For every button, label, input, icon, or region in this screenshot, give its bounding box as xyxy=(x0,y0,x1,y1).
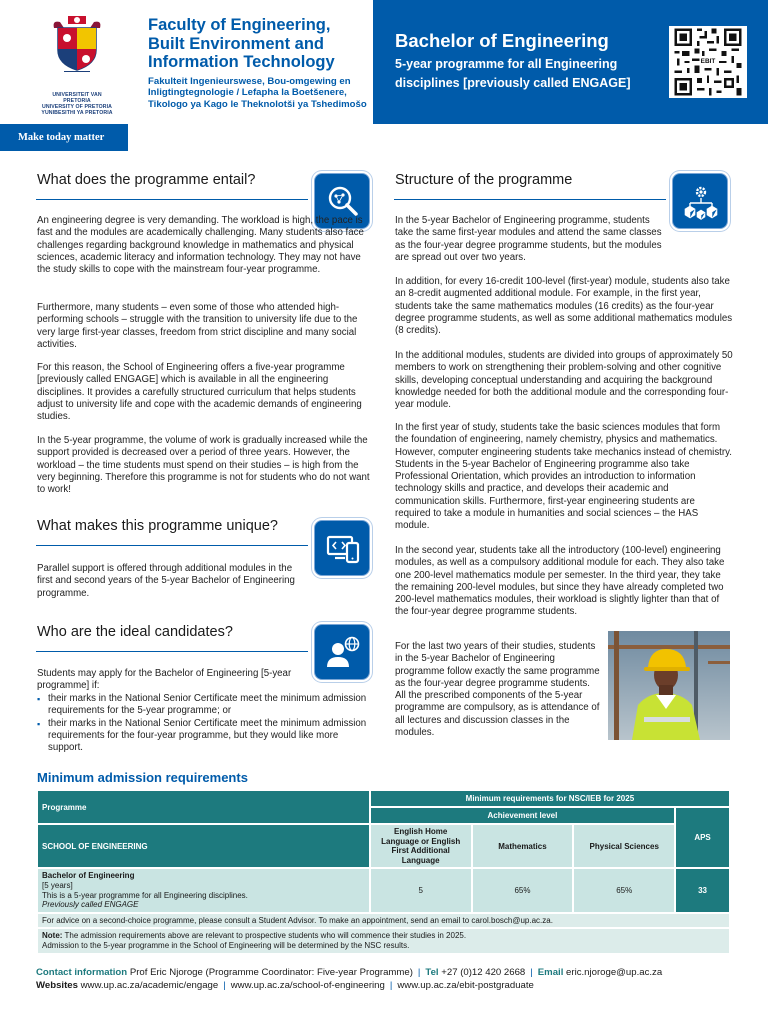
websites-line xyxy=(36,979,736,992)
devices-icon xyxy=(314,520,370,576)
website-link[interactable]: www.up.ac.za/school-of-engineering xyxy=(230,980,385,991)
faculty-subtitle: Fakulteit Ingenieurswese, Bou-omgewing en Inligtingtegnologie / Lefapha la Boetšenere, Tikologo ya Kago le Theknolotši ya Tshedimošo xyxy=(148,75,367,110)
section-title-unique: What makes this programme unique? xyxy=(37,518,278,534)
programme-name: Bachelor of Engineering xyxy=(42,871,135,881)
candidates-intro: Students may apply for the Bachelor of Engineering [5-year programme] if: xyxy=(37,668,292,692)
aps-header: APS xyxy=(675,807,730,868)
structure-paragraph-1: In the 5-year Bachelor of Engineering programme, students take the same first-year modules and attend the same classes as the four-year degree programme students, but the modules are spread out over two years. xyxy=(395,215,662,263)
tagline: Make today matter xyxy=(0,124,128,151)
websites-label: Websites xyxy=(36,980,78,991)
section-rule xyxy=(394,199,666,200)
contact-label: Contact information xyxy=(36,967,128,978)
qr-label: EBIT xyxy=(700,58,716,66)
university-crest xyxy=(38,12,116,116)
section-title-structure: Structure of the programme xyxy=(395,172,573,188)
contact-name: Prof Eric Njoroge (Programme Coordinator: Five-year Programme) xyxy=(129,967,413,978)
school-name: SCHOOL OF ENGINEERING xyxy=(37,824,370,868)
separator: | xyxy=(530,967,533,978)
separator: | xyxy=(417,967,421,978)
programme-previous-name: Previously called ENGAGE xyxy=(42,900,139,910)
programme-subtitle: 5-year programme for all Engineering disciplines [previously called ENGAGE] xyxy=(395,57,631,90)
programme-cell xyxy=(37,868,370,912)
page-header xyxy=(0,0,768,143)
value-mathematics: 65% xyxy=(472,868,574,912)
column-header: English Home Language or English First Additional Language xyxy=(370,824,472,868)
structure-icon xyxy=(672,173,728,229)
requirements-table xyxy=(36,789,731,955)
structure-paragraph-3: In the additional modules, students are divided into groups of approximately 50 members to work on strengthening their problem-solving and other cognitive skills, developing conceptual understanding and acquiring the background knowledge needed for both the additional module and the corresponding four-year module. xyxy=(395,350,733,411)
min-requirements-header: Minimum requirements for NSC/IEB for 2025 xyxy=(370,790,730,807)
section-rule xyxy=(36,651,308,652)
person-globe-icon xyxy=(314,624,370,680)
programme-header: Programme xyxy=(37,790,370,824)
value-aps: 33 xyxy=(675,868,730,912)
value-physical-sciences: 65% xyxy=(573,868,675,912)
unique-paragraph: Parallel support is offered through additional modules in the first and second years of the 5-year Bachelor of Engineering programme. xyxy=(37,563,295,599)
candidates-list xyxy=(37,693,375,754)
table-row xyxy=(37,824,730,868)
table-row xyxy=(37,790,730,807)
faculty-block xyxy=(148,16,370,110)
email-label: Email xyxy=(537,967,564,978)
tel-value[interactable]: +27 (0)12 420 2668 xyxy=(441,967,526,978)
section-title-candidates: Who are the ideal candidates? xyxy=(37,624,233,640)
separator: | xyxy=(389,980,393,991)
structure-paragraph-5: In the second year, students take all the introductory (100-level) engineering modules, as well as a compulsory additional module for each. They also take one 200-level mathematics module per semester. In the third year, they take the remaining 200-level modules, but since they have already completed two 200-level mathematics modules, their workload is slightly lighter than that of the four-year degree programme students. xyxy=(395,545,725,618)
qr-code-icon[interactable] xyxy=(669,26,747,98)
requirements-title: Minimum admission requirements xyxy=(37,770,248,785)
email-link[interactable]: eric.njoroge@up.ac.za xyxy=(566,967,663,978)
section-rule xyxy=(36,545,308,546)
list-item: ▪ their marks in the National Senior Certificate meet the minimum admission requirements for the 5-year programme; or xyxy=(37,693,375,718)
list-item: ▪ their marks in the National Senior Certificate meet the minimum admission requirements for the four-year programme, but they would like more support. xyxy=(37,718,375,755)
note-text: The admission requirements above are relevant to prospective students who will commence their studies in 2025. xyxy=(62,931,467,941)
separator: | xyxy=(223,980,226,991)
engineer-photo xyxy=(608,631,730,740)
entail-paragraph-1: An engineering degree is very demanding. The workload is high, the pace is fast and the modules are academically challenging. Many students also face challenges regarding background knowledge in mathematics and physical sciences, academic literacy and information technology. They may not have the study skills to cope with the mainstream four-year programme. xyxy=(37,215,364,276)
entail-paragraph-4: In the 5-year programme, the volume of work is gradually increased while the support provided is decreased over a period of three years. However, the workload – the time students must spend on their studies – is high from the very beginning. Therefore this programme is not for students who do not want to work! xyxy=(37,435,370,496)
structure-paragraph-2: In addition, for every 16-credit 100-level (first-year) module, students also take an 8-credit augmented additional module. For example, in the first year, students take the same mathematics modules (16 credits) as the four-year degree programme students, as well as some additional mathematics modules (8 credits). xyxy=(395,276,733,337)
achievement-header: Achievement level xyxy=(370,807,675,824)
note-label: Note: xyxy=(42,931,63,941)
table-row xyxy=(37,868,730,912)
column-header: Mathematics xyxy=(472,824,574,868)
programme-description: This is a 5-year programme for all Engineering disciplines. xyxy=(42,890,248,900)
faculty-title: Faculty of Engineering, Built Environment and Information Technology xyxy=(148,16,335,71)
table-row xyxy=(37,913,730,929)
contact-line xyxy=(36,966,736,979)
admission-note xyxy=(37,928,730,953)
crest-shield-icon xyxy=(50,14,104,72)
tel-label: Tel xyxy=(425,967,439,978)
programme-title-panel xyxy=(373,0,768,124)
programme-duration: [5 years] xyxy=(42,880,73,890)
programme-title: Bachelor of Engineering xyxy=(395,30,609,51)
column-header: Physical Sciences xyxy=(573,824,675,868)
contact-footer xyxy=(36,966,736,992)
advice-note: For advice on a second-choice programme, please consult a Student Advisor. To make an appointment, send an email to carol.bosch@up.ac.za. xyxy=(37,913,730,929)
structure-paragraph-6: For the last two years of their studies, students in the 5-year Bachelor of Engineering programme follow exactly the same programme as the four-year degree programme students. All the prescribed components of the 5-year programme are compulsory, as is attendance of all lectures and discussion classes in the modules. xyxy=(395,641,600,739)
section-rule xyxy=(36,199,308,200)
entail-paragraph-2: Furthermore, many students – even some of those who attended high-performing schools – struggle with the transition to university life due to the very large first-year classes, freedom from strict discipline and many social activities. xyxy=(37,302,358,350)
website-link[interactable]: www.up.ac.za/academic/engage xyxy=(80,980,219,991)
table-row xyxy=(37,928,730,953)
note-text-2: Admission to the 5-year programme in the School of Engineering will be determined by the NSC results. xyxy=(42,940,410,950)
entail-paragraph-3: For this reason, the School of Engineering offers a five-year programme [previously called ENGAGE] which is available in all the engineering disciplines. It provides a carefully structured curriculum that helps students adjust to university life and cope with the academic demands of engineering studies. xyxy=(37,362,362,423)
section-title-entail: What does the programme entail? xyxy=(37,172,256,188)
website-link[interactable]: www.up.ac.za/ebit-postgraduate xyxy=(397,980,534,991)
structure-paragraph-4: In the first year of study, students take the basic sciences modules that form the foundation of engineering, namely chemistry, physics and mathematics. However, computer engineering students take mechanics instead of chemistry. Students in the 5-year Bachelor of Engineering programme also take Professional Orientation, which provides an introduction to information technology skills and practice, and develops their academic and communication skills. Furthermore, first-year engineering students are required to take a module in humanities and social sciences – the HAS module. xyxy=(395,422,732,532)
value-english: 5 xyxy=(370,868,472,912)
university-name: UNIVERSITEIT VAN PRETORIA UNIVERSITY OF PRETORIA YUNIBESITHI YA PRETORIA xyxy=(41,92,113,116)
